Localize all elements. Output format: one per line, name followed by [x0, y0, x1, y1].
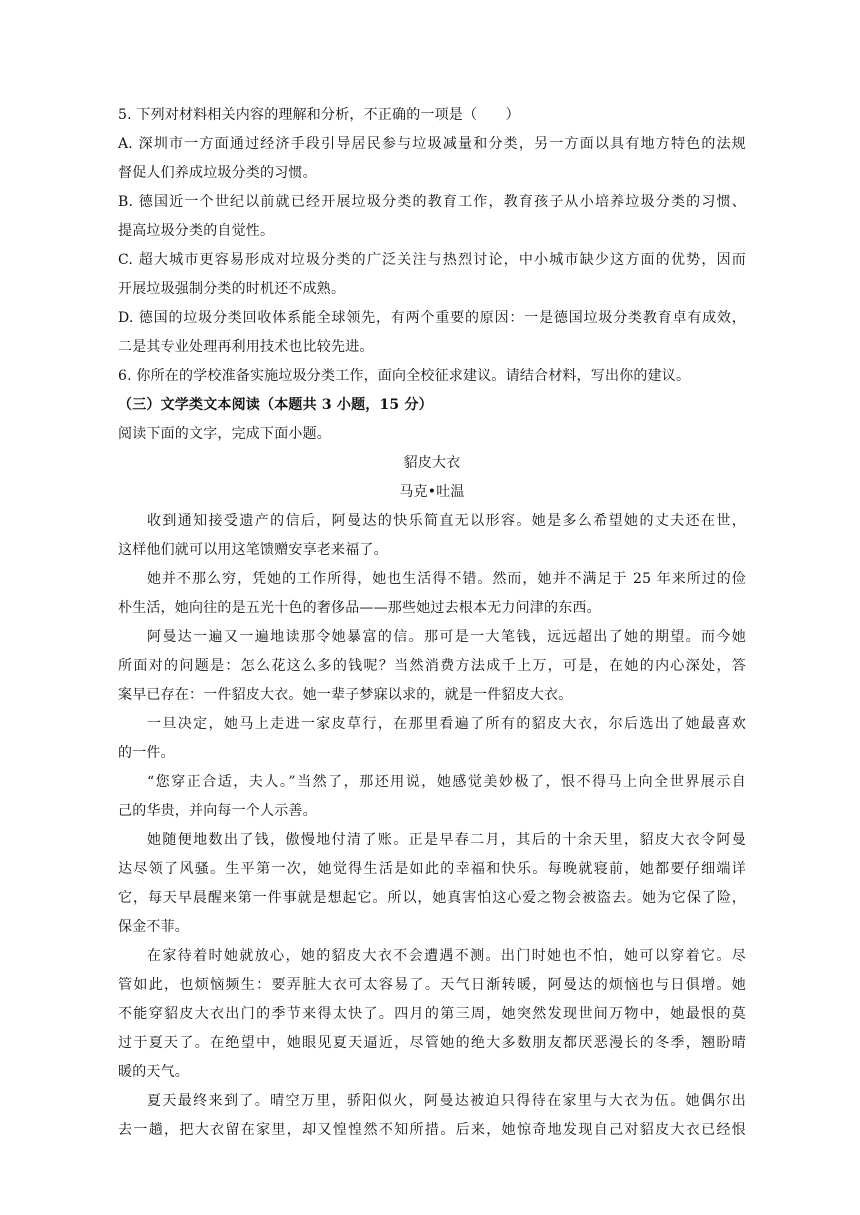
story-author: 马克•吐温: [399, 484, 465, 500]
paragraph-line: 保金不菲。: [118, 919, 189, 935]
paragraph-line: 收到通知接受遗产的信后，阿曼达的快乐简直无以形容。她是多么希望她的丈夫还在世，: [147, 513, 746, 529]
paragraph-line: 暖的天气。: [118, 1064, 189, 1080]
paragraph-line: 的一件。: [118, 745, 175, 761]
question-5-option-d: [118, 304, 746, 362]
paragraph-line: 她并不那么穷，凭她的工作所得，她也生活得不错。然而，她并不满足于 25 年来所过的俭: [147, 571, 746, 587]
paragraph-line: 它，每天早晨醒来第一件事就是想起它。所以，她真害怕这心爱之物会被盗去。她为它保了险，: [118, 890, 746, 906]
paragraph-line: 朴生活，她向往的是五光十色的奢侈品——那些她过去根本无力问津的东西。: [118, 600, 601, 616]
paragraph-line: 所面对的问题是：怎么花这么多的钱呢？当然消费方法成千上万，可是，在她的内心深处，答: [118, 658, 746, 674]
option-line: 督促人们养成垃圾分类的习惯。: [118, 165, 317, 181]
paragraph-line: 过于夏天了。在绝望中，她眼见夏天逼近，尽管她的绝大多数朋友都厌恶漫长的冬季，翘盼晴: [118, 1035, 746, 1051]
story-title: 貂皮大衣: [403, 455, 461, 471]
document-page: [118, 101, 746, 1145]
section-heading: （三）文学类文本阅读（本题共 3 小题，15 分）: [118, 397, 433, 413]
paragraph-line: 己的华贵，并向每一个人示善。: [118, 803, 317, 819]
story-paragraph: [118, 826, 746, 942]
story-paragraph: [118, 623, 746, 710]
paragraph-line: “您穿正合适，夫人。”当然了，那还用说，她感觉美妙极了，恨不得马上向全世界展示自: [147, 774, 746, 790]
option-line: C. 超大城市更容易形成对垃圾分类的广泛关注与热烈讨论，中小城市缺少这方面的优势，因而: [118, 252, 746, 268]
paragraph-line: 这样他们就可以用这笔馈赠安享老来福了。: [118, 542, 388, 558]
question-5-option-c: [118, 246, 746, 304]
option-line: 二是其专业处理再利用技术也比较先进。: [118, 339, 374, 355]
option-line: D. 德国的垃圾分类回收体系能全球领先，有两个重要的原因：一是德国垃圾分类教育卓有成效，: [118, 310, 746, 326]
paragraph-line: 不能穿貂皮大衣出门的季节来得太快了。四月的第三周，她突然发现世间万物中，她最恨的莫: [118, 1006, 746, 1022]
paragraph-line: 阿曼达一遍又一遍地读那令她暴富的信。那可是一大笔钱，远远超出了她的期望。而今她: [147, 629, 746, 645]
option-line: 开展垃圾强制分类的时机还不成熟。: [118, 281, 346, 297]
option-line: A. 深圳市一方面通过经济手段引导居民参与垃圾减量和分类，另一方面以具有地方特色的法规: [118, 136, 746, 152]
paragraph-line: 管如此，也烦恼频生：要弄脏大衣可太容易了。天气日渐转暖，阿曼达的烦恼也与日俱增。她: [118, 977, 746, 993]
story-paragraph: [118, 1087, 746, 1145]
story-paragraph: [118, 710, 746, 768]
story-paragraph: [118, 942, 746, 1087]
option-line: 提高垃圾分类的自觉性。: [118, 223, 275, 239]
option-line: B. 德国近一个世纪以前就已经开展垃圾分类的教育工作，教育孩子从小培养垃圾分类的习惯、: [118, 194, 746, 210]
paragraph-line: 去一趟，把大衣留在家里，却又惶惶然不知所措。后来，她惊奇地发现自己对貂皮大衣已经恨: [118, 1122, 746, 1138]
story-paragraph: [118, 768, 746, 826]
question-5-option-a: [118, 130, 746, 188]
paragraph-line: 她随便地数出了钱，傲慢地付清了账。正是早春二月，其后的十余天里，貂皮大衣令阿曼: [147, 832, 746, 848]
question-6-stem: 6. 你所在的学校准备实施垃圾分类工作，面向全校征求建议。请结合材料，写出你的建议。: [118, 368, 691, 384]
paragraph-line: 夏天最终来到了。晴空万里，骄阳似火，阿曼达被迫只得待在家里与大衣为伍。她偶尔出: [147, 1093, 746, 1109]
paragraph-line: 在家待着时她就放心，她的貂皮大衣不会遭遇不测。出门时她也不怕，她可以穿着它。尽: [147, 948, 746, 964]
story-paragraph: [118, 507, 746, 565]
paragraph-line: 达尽领了风骚。生平第一次，她觉得生活是如此的幸福和快乐。每晚就寝前，她都要仔细端详: [118, 861, 746, 877]
section-instruction: 阅读下面的文字，完成下面小题。: [118, 426, 331, 442]
paragraph-line: 案早已存在：一件貂皮大衣。她一辈子梦寐以求的，就是一件貂皮大衣。: [118, 687, 573, 703]
question-5-option-b: [118, 188, 746, 246]
story-paragraph: [118, 565, 746, 623]
paragraph-line: 一旦决定，她马上走进一家皮草行，在那里看遍了所有的貂皮大衣，尔后选出了她最喜欢: [147, 716, 746, 732]
question-5-stem: 5. 下列对材料相关内容的理解和分析，不正确的一项是（ ）: [118, 107, 520, 123]
